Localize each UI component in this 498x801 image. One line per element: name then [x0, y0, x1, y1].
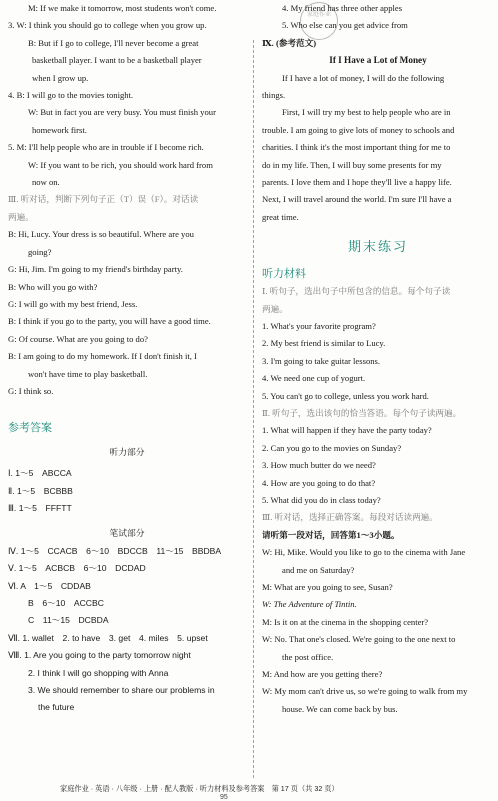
text-line: 1. What's your favorite program?: [262, 320, 376, 331]
text-line: W: But in fact you are very busy. You must finish your: [28, 107, 216, 118]
essay-title: If I Have a Lot of Money: [329, 55, 427, 66]
spacer: [8, 400, 246, 420]
section2-title: Ⅱ. 听句子，选出该句的恰当答语。每个句子读两遍。: [262, 407, 462, 418]
essay-body: [262, 70, 494, 227]
text-line: W: No. That one's closed. We're going to the one next to: [262, 634, 456, 645]
text-line: 4. B: I will go to the movies tonight.: [8, 90, 134, 101]
text-line: 3. W: I think you should go to college when you grow up.: [8, 20, 207, 31]
text-line: G: Hi, Jim. I'm going to my friend's birthday party.: [8, 264, 183, 275]
text-line: basketball player. I want to be a basketball player: [32, 55, 202, 66]
footer-text: 家庭作业 · 英语 · 八年级 · 上册 · 配人教版 · 听力材料及参考答案 第 17 页（共 32 页）: [60, 784, 339, 793]
column-divider: [253, 40, 254, 778]
text-line: Ⅱ. 1～5 BCBBB: [8, 485, 73, 496]
text-line: 两遍。: [8, 211, 34, 222]
text-line: B: Hi, Lucy. Your dress is so beautiful. Where are you: [8, 229, 194, 240]
section2-items: [262, 422, 494, 509]
essay-label: Ⅸ. (参考范文): [262, 37, 317, 48]
text-line: won't have time to play basketball.: [28, 368, 148, 379]
text-line: W: If you want to be rich, you should work hard from: [28, 159, 213, 170]
text-line: going?: [28, 246, 52, 257]
text-line: Ⅶ. 1. wallet 2. to have 3. get 4. miles 5. upset: [8, 632, 208, 643]
text-line: W: Hi, Mike. Would you like to go to the cinema with Jane: [262, 547, 466, 558]
text-line: 2. My best friend is similar to Lucy.: [262, 338, 386, 349]
spacer: [8, 517, 246, 525]
page-footer: [60, 784, 490, 801]
spacer: [262, 226, 494, 238]
text-line: 3. I'm going to take guitar lessons.: [262, 355, 381, 366]
text-line: Ⅲ. 听对话，判断下列句子正（T）误（F）。对话读: [8, 194, 199, 205]
section3-title: Ⅲ. 听对话，选择正确答案。每段对话读两遍。: [262, 512, 438, 523]
text-line: Ⅰ. 1～5 ABCCA: [8, 468, 72, 479]
text-line: Ⅷ. 1. Are you going to the party tomorrow night: [8, 650, 191, 661]
answers-heading: 参考答案: [8, 422, 52, 435]
text-line: now on.: [32, 177, 60, 188]
text-line: the post office.: [282, 651, 334, 662]
section3-subtitle: 请听第一段对话，回答第1～3小题。: [262, 529, 400, 540]
text-line: do in my life. Then, I will buy some presents for my: [262, 159, 442, 170]
text-line: B: I am going to do my homework. If I don't finish it, I: [8, 351, 197, 362]
text-line: First, I will try my best to help people who are in: [282, 107, 451, 118]
text-line: things.: [262, 90, 286, 101]
text-line: 2. I think I will go shopping with Anna: [28, 667, 169, 678]
listening-part-heading: 听力部分: [109, 446, 145, 457]
text-line: M: If we make it tomorrow, most students won't come.: [28, 3, 217, 13]
text-line: 3. How much butter do we need?: [262, 460, 376, 471]
right-column: [262, 0, 494, 718]
text-line: B 6～10 ACCBC: [28, 598, 104, 608]
text-line: Ⅲ. 1～5 FFFTT: [8, 502, 72, 513]
text-line: great time.: [262, 211, 299, 222]
section1-title: Ⅰ. 听句子，选出句子中所包含的信息。每个句子读: [262, 286, 451, 297]
text-line: 5. M: I'll help people who are in trouble if I become rich.: [8, 142, 204, 153]
listening-materials-heading: 听力材料: [262, 267, 306, 280]
text-line: house. We can come back by bus.: [282, 703, 398, 714]
text-line: Ⅵ. A 1～5 CDDAB: [8, 580, 91, 591]
section1-title-2: 两遍。: [262, 303, 288, 314]
left-column: [8, 0, 246, 717]
text-line: C 11～15 DCBDA: [28, 615, 109, 626]
text-line: charities. I think it's the most important thing for me to: [262, 142, 451, 153]
text-line: G: Of course. What are you going to do?: [8, 333, 148, 344]
written-part-heading: 笔试部分: [109, 528, 145, 539]
spacer: [262, 256, 494, 266]
text-line: M: What are you going to see, Susan?: [262, 582, 393, 592]
text-line: the future: [38, 702, 75, 713]
page-number: 95: [220, 794, 228, 801]
text-line: 4. How are you going to do that?: [262, 477, 376, 488]
text-line: 5. What did you do in class today?: [262, 494, 381, 505]
text-line: B: But if I go to college, I'll never become a great: [28, 37, 199, 48]
text-line: B: I think if you go to the party, you will have a good time.: [8, 316, 211, 327]
text-line: 4. My friend has three other apples: [282, 3, 403, 13]
written-answers: [8, 543, 246, 717]
text-line: W: My mom can't drive us, so we're going to walk from my: [262, 686, 468, 697]
dialogue: [262, 544, 494, 718]
text-line: If I have a lot of money, I will do the following: [282, 72, 445, 83]
section1-items: [262, 318, 494, 405]
final-practice-heading: 期末练习: [347, 239, 408, 255]
text-line: G: I think so.: [8, 385, 54, 396]
text-line: 2. Can you go to the movies on Sunday?: [262, 442, 402, 453]
text-line: when I grow up.: [32, 72, 89, 83]
text-line: 4. We need one cup of yogurt.: [262, 373, 366, 384]
text-line: M: And how are you getting there?: [262, 669, 383, 680]
text-line: 5. You can't go to college, unless you work hard.: [262, 390, 429, 401]
text-line: Ⅳ. 1～5 CCACB 6～10 BDCCB 11～15 BBDBA: [8, 545, 222, 556]
text-line: 1. What will happen if they have the party today?: [262, 425, 432, 436]
text-line: trouble. I am going to give lots of money to schools and: [262, 124, 455, 135]
text-line: M: Is it on at the cinema in the shopping center?: [262, 616, 429, 627]
text-line: homework first.: [32, 124, 87, 135]
text-line: parents. I love them and I hope they'll live a happy life.: [262, 177, 452, 188]
listening-answers: [8, 465, 246, 517]
text-line: Ⅴ. 1～5 ACBCB 6～10 DCDAD: [8, 563, 146, 574]
listening-script-left: [8, 0, 246, 400]
stamp-text: 家庭作业: [306, 12, 331, 18]
text-line: 5. Who else can you get advice from: [282, 20, 408, 31]
text-line: W: The Adventure of Tintin.: [262, 599, 357, 610]
text-line: and me on Saturday?: [282, 564, 355, 575]
text-line: Next, I will travel around the world. I'm sure I'll have a: [262, 194, 452, 205]
text-line: 3. We should remember to share our problems in: [28, 685, 215, 696]
text-line: B: Who will you go with?: [8, 281, 98, 292]
top-items: [262, 0, 494, 35]
text-line: G: I will go with my best friend, Jess.: [8, 298, 138, 309]
